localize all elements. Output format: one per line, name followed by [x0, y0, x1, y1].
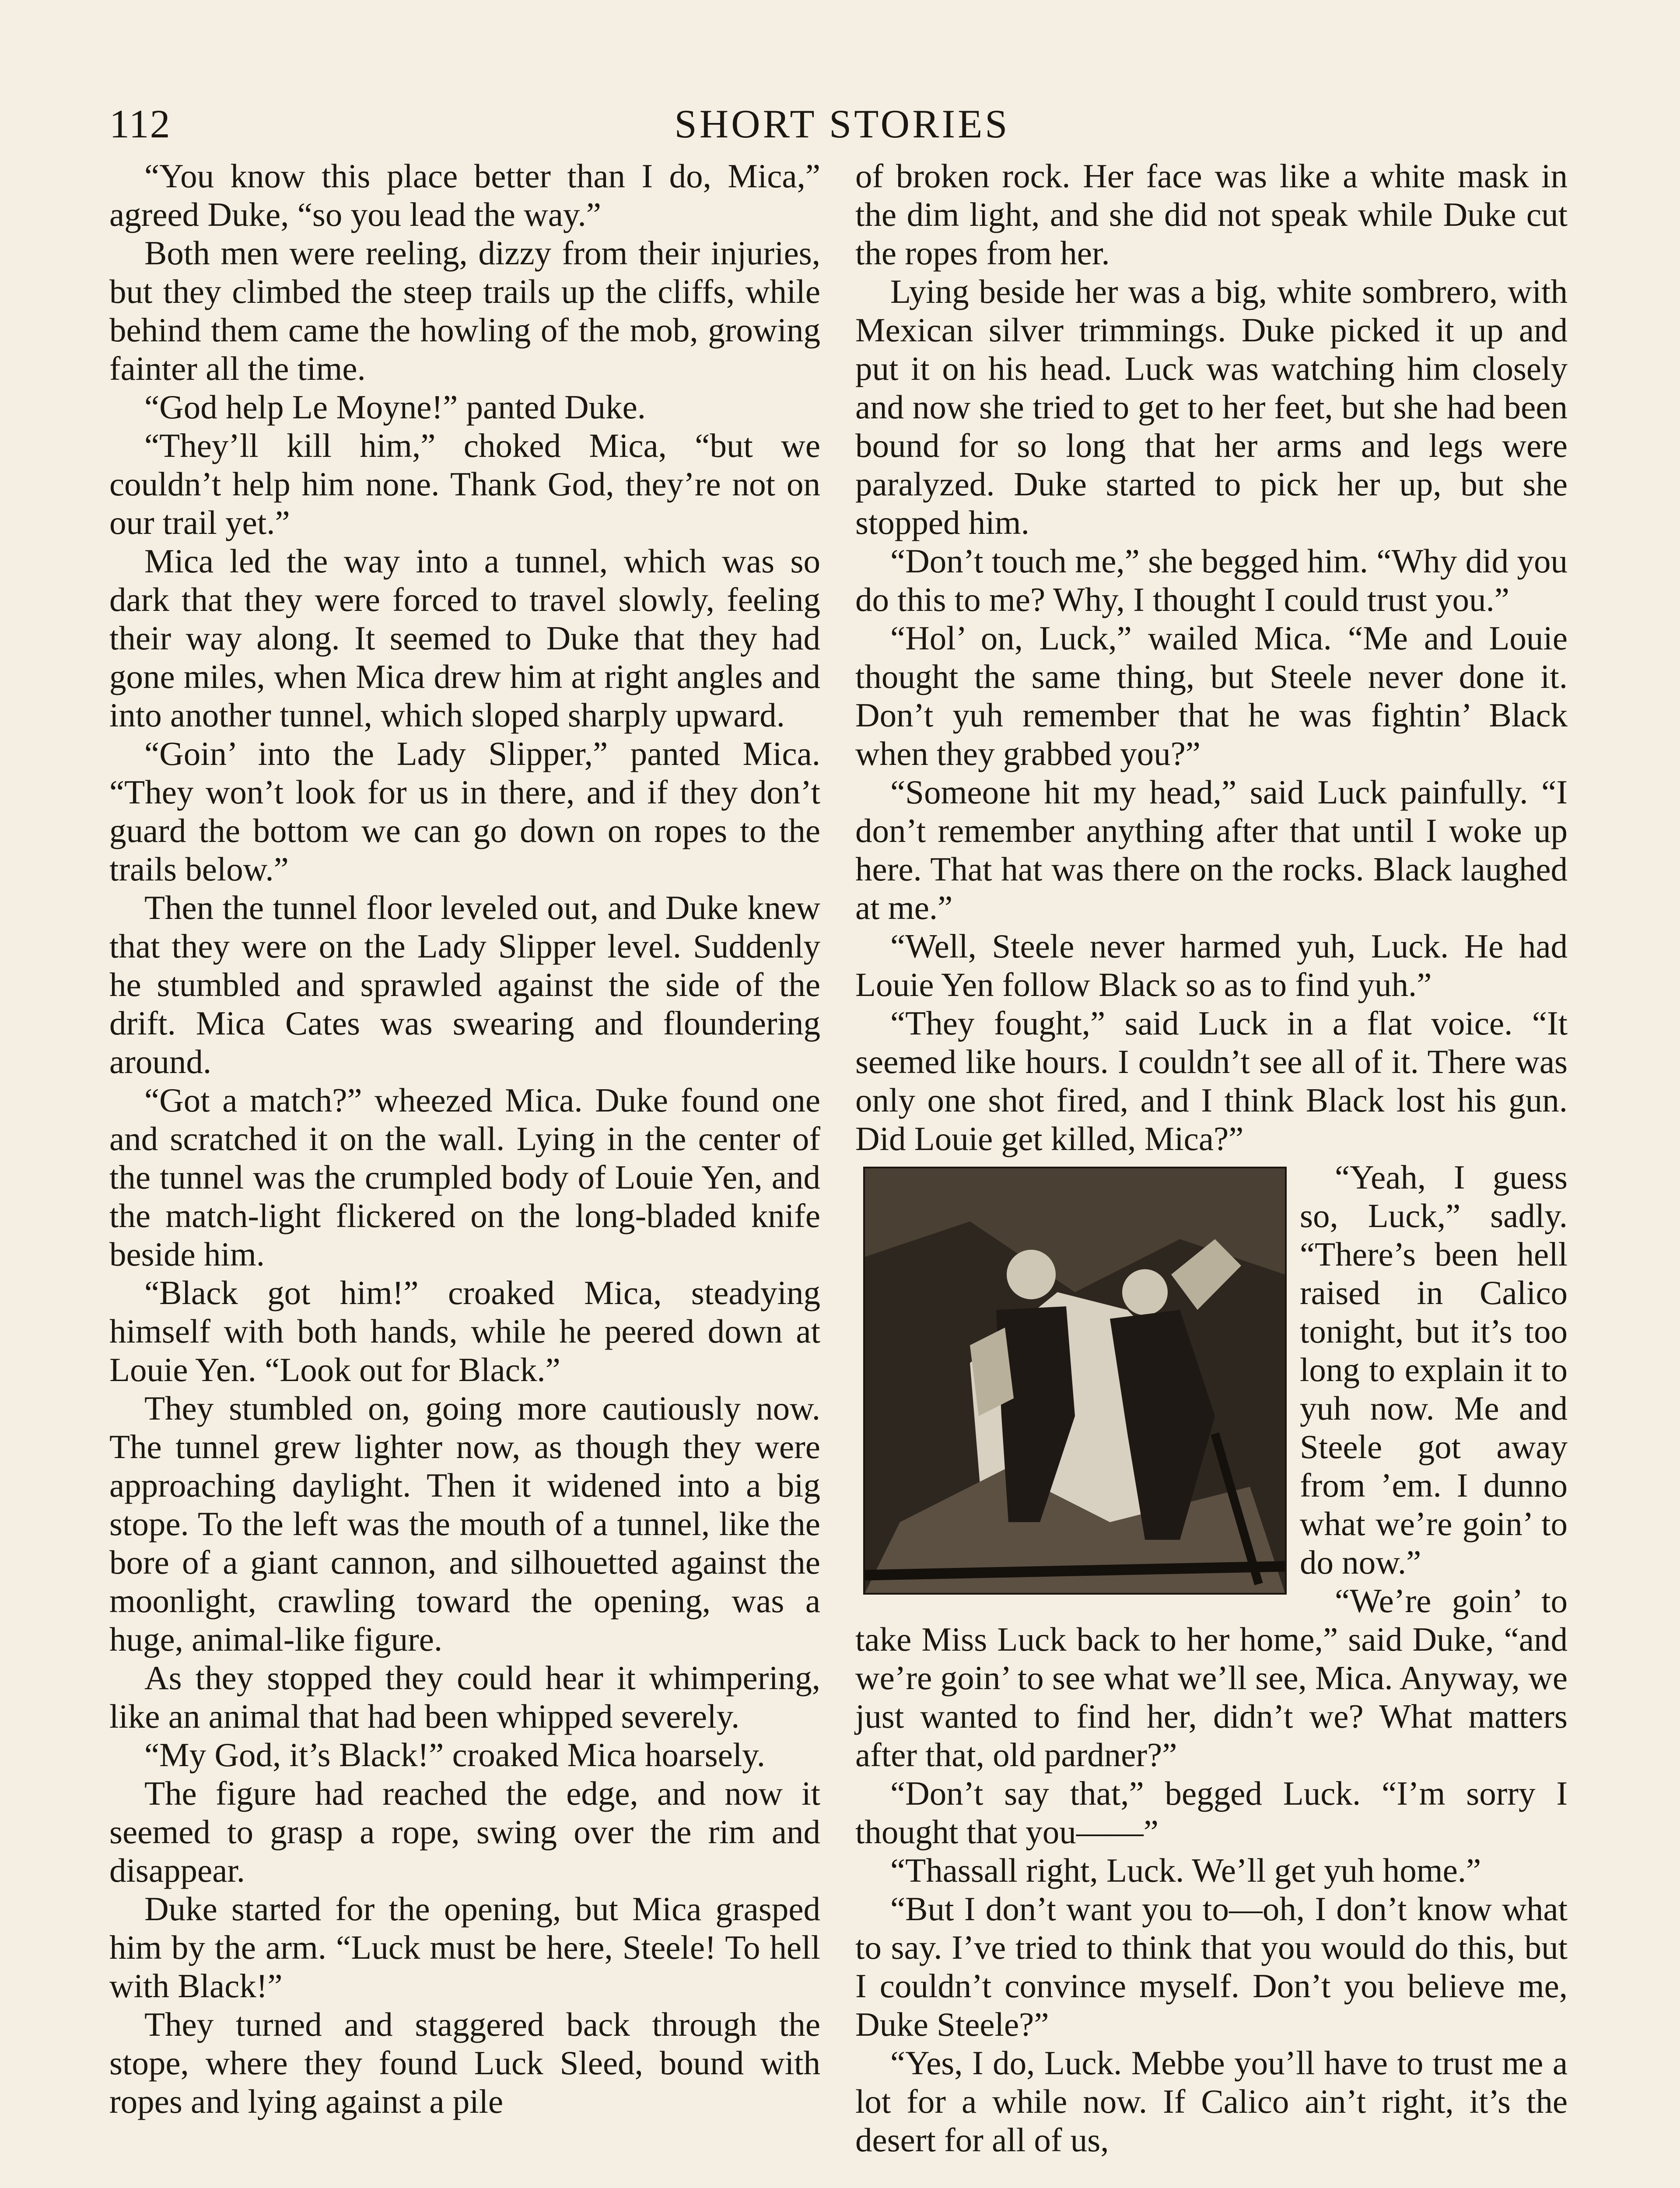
paragraph: Then the tunnel floor leveled out, and Duke knew that they were on the Lady Slipper level. Suddenly he stumbled and sprawled against the side of the drift. Mica Cates was swearing and floundering around. — [109, 889, 820, 1080]
paragraph: “Yeah, I guess so, Luck,” sadly. “There’s been hell raised in Calico tonight, but it’s too long to explain it to yuh now. Me and Steele got away from ’em. I dunno what we’re goin’ to do now.” — [1300, 1158, 1568, 1581]
right-column — [855, 157, 1568, 2159]
paragraph: Mica led the way into a tunnel, which was so dark that they were forced to travel slowly, feeling their way along. It seemed to Duke that they had gone miles, when Mica drew him at right angles and into another tunnel, which sloped sharply upward. — [109, 542, 820, 734]
paragraph: Both men were reeling, dizzy from their injuries, but they climbed the steep trails up the cliffs, while behind them came the howling of the mob, growing fainter all the time. — [109, 234, 820, 387]
paragraph: The figure had reached the edge, and now it seemed to grasp a rope, swing over the rim and disappear. — [109, 1774, 820, 1889]
paragraph: Duke started for the opening, but Mica grasped him by the arm. “Luck must be here, Steele! To hell with Black!” — [109, 1890, 820, 2005]
paragraph: “My God, it’s Black!” croaked Mica hoarsely. — [144, 1736, 766, 1774]
paragraph: They stumbled on, going more cautiously now. The tunnel grew lighter now, as though they were approaching daylight. Then it widened into a big stope. To the left was the mouth of a tunnel, like the bore of a giant cannon, and silhouetted against the moonlight, crawling toward the opening, was a huge, animal-like figure. — [109, 1389, 820, 1658]
paragraph: “They’ll kill him,” choked Mica, “but we couldn’t help him none. Thank God, they’re not on our trail yet.” — [109, 427, 820, 541]
paragraph: of broken rock. Her face was like a white mask in the dim light, and she did not speak while Duke cut the ropes from her. — [855, 157, 1568, 272]
page-header — [109, 100, 1575, 148]
paragraph: “Yes, I do, Luck. Mebbe you’ll have to trust me a lot for a while now. If Calico ain’t right, it’s the desert for all of us, — [855, 2044, 1568, 2159]
paragraph: “Thassall right, Luck. We’ll get yuh home.” — [890, 1851, 1481, 1889]
paragraph: They turned and staggered back through the stope, where they found Luck Sleed, bound with ropes and lying against a pile — [109, 2006, 820, 2120]
paragraph: “Well, Steele never harmed yuh, Luck. He had Louie Yen follow Black so as to find yuh.” — [855, 927, 1568, 1003]
woodcut-illustration — [863, 1167, 1287, 1595]
paragraph: “Black got him!” croaked Mica, steadying himself with both hands, while he peered down at Louie Yen. “Look out for Black.” — [109, 1274, 820, 1389]
paragraph: “They fought,” said Luck in a flat voice. “It seemed like hours. I couldn’t see all of it. There was only one shot fired, and I think Black lost his gun. Did Louie get killed, Mica?” — [855, 1004, 1568, 1157]
paragraph: “Hol’ on, Luck,” wailed Mica. “Me and Louie thought the same thing, but Steele never done it. Don’t yuh remember that he was fightin’ Black when they grabbed you?” — [855, 619, 1568, 772]
paragraph: “You know this place better than I do, Mica,” agreed Duke, “so you lead the way.” — [109, 157, 820, 233]
paragraph: Lying beside her was a big, white sombrero, with Mexican silver trimmings. Duke picked it up and put it on his head. Luck was watching him closely and now she tried to get to her feet, but she had been bound for so long that her arms and legs were paralyzed. Duke started to pick her up, but she stopped him. — [855, 273, 1568, 541]
left-column — [109, 157, 820, 2121]
running-head: SHORT STORIES — [674, 102, 1010, 146]
paragraph: “Someone hit my head,” said Luck painfully. “I don’t remember anything after that until I woke up here. That hat was there on the rocks. Black laughed at me.” — [855, 773, 1568, 926]
illustration-figures-struggling — [865, 1168, 1285, 1593]
paragraph: “Goin’ into the Lady Slipper,” panted Mica. “They won’t look for us in there, and if they don’t guard the bottom we can go down on ropes to the trails below.” — [109, 735, 820, 888]
paragraph: “God help Le Moyne!” panted Duke. — [144, 388, 646, 426]
paragraph: “Don’t say that,” begged Luck. “I’m sorry I thought that you——” — [855, 1774, 1568, 1851]
paragraph: “Got a match?” wheezed Mica. Duke found one and scratched it on the wall. Lying in the center of the tunnel was the crumpled body of Louie Yen, and the match-light flickered on the long-bladed knife beside him. — [109, 1081, 820, 1273]
paragraph: “Don’t touch me,” she begged him. “Why did you do this to me? Why, I thought I could trust you.” — [855, 542, 1568, 618]
paragraph: “We’re goin’ to take Miss Luck back to her home,” said Duke, “and we’re goin’ to see what we’ll see, Mica. Anyway, we just wanted to find her, didn’t we? What matters after that, old pardner?” — [855, 1582, 1568, 1774]
paragraph: As they stopped they could hear it whimpering, like an animal that had been whipped severely. — [109, 1659, 820, 1735]
page-number: 112 — [109, 102, 171, 146]
paragraph: “But I don’t want you to—oh, I don’t know what to say. I’ve tried to think that you would do this, but I couldn’t convince myself. Don’t you believe me, Duke Steele?” — [855, 1890, 1568, 2043]
